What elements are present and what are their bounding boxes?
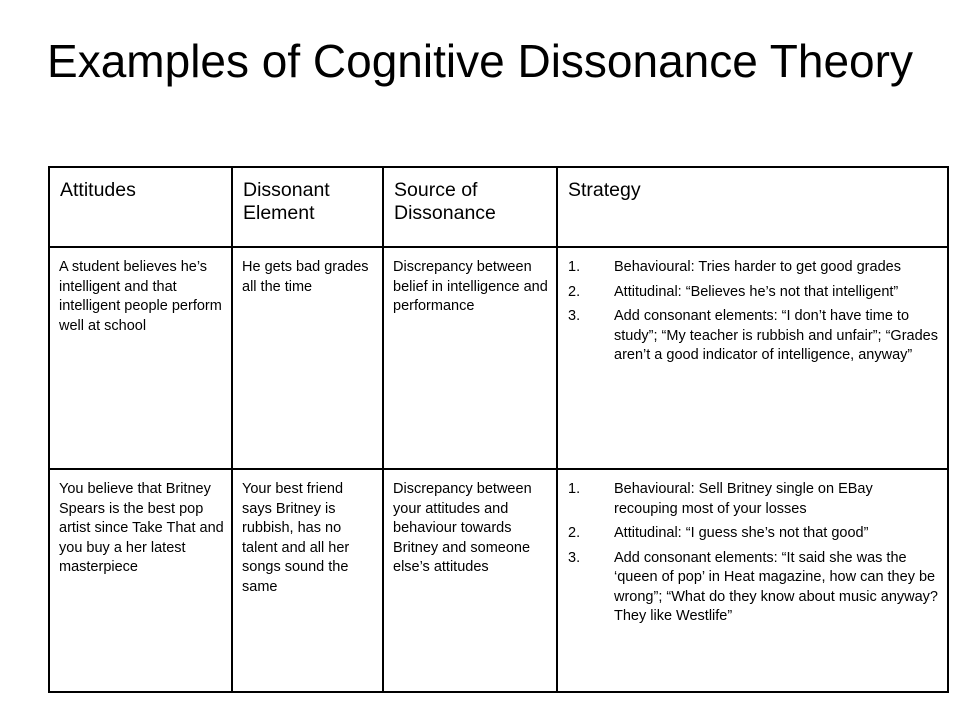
attitude-text: A student believes he’s intelligent and that intelligent people perform well at school (59, 259, 222, 334)
strategy-text: Add consonant elements: “It said she was the ‘queen of pop’ in Heat magazine, how can they be wrong”; “What do they know about music anyway? They like Westlife” (614, 549, 938, 624)
strategy-number: 2. (568, 525, 581, 541)
strategy-number: 2. (568, 283, 581, 300)
cell-attitude (49, 469, 232, 692)
header-source-of-dissonance-label: Source of Dissonance (394, 179, 496, 224)
cell-attitude (49, 247, 232, 469)
header-strategy-label: Strategy (568, 179, 641, 201)
strategy-item (568, 524, 939, 544)
strategy-item (568, 549, 939, 627)
cell-dissonant-element (232, 469, 383, 692)
strategy-item (568, 283, 939, 303)
table-row (49, 247, 948, 469)
table-header-row (49, 167, 948, 247)
strategy-list (568, 258, 939, 366)
header-attitudes-label: Attitudes (60, 179, 136, 201)
strategy-number: 1. (568, 481, 581, 497)
header-dissonant-element-label: Dissonant Element (243, 179, 330, 224)
strategy-text: Add consonant elements: “I don’t have time to study”; “My teacher is rubbish and unfair”; “Grades aren’t a good indicator of intelligence, anyway” (614, 308, 938, 363)
strategy-text: Behavioural: Sell Britney single on EBay recouping most of your losses (614, 481, 873, 517)
table-row (49, 469, 948, 692)
strategy-number: 1. (568, 259, 581, 275)
strategy-number: 3. (568, 308, 581, 324)
dissonant-element-text: Your best friend says Britney is rubbish, has no talent and all her songs sound the same (242, 481, 350, 595)
dissonance-table (48, 166, 949, 693)
strategy-text: Attitudinal: “I guess she’s not that good” (614, 525, 869, 541)
dissonant-element-text: He gets bad grades all the time (242, 259, 369, 295)
strategy-number: 3. (568, 549, 581, 566)
cell-source (383, 247, 557, 469)
attitude-text: You believe that Britney Spears is the best pop artist since Take That and you buy a her latest masterpiece (59, 481, 224, 575)
cell-source (383, 469, 557, 692)
header-attitudes (49, 167, 232, 247)
strategy-item (568, 480, 939, 519)
strategy-item (568, 258, 939, 278)
header-strategy (557, 167, 948, 247)
strategy-text: Attitudinal: “Believes he’s not that intelligent” (614, 283, 899, 300)
cell-strategy (557, 469, 948, 692)
page-title: Examples of Cognitive Dissonance Theory (47, 35, 913, 87)
header-source-of-dissonance (383, 167, 557, 247)
source-text: Discrepancy between belief in intelligence and performance (393, 259, 548, 314)
strategy-text: Behavioural: Tries harder to get good grades (614, 259, 901, 275)
header-dissonant-element (232, 167, 383, 247)
cell-dissonant-element (232, 247, 383, 469)
strategy-list (568, 480, 939, 627)
source-text: Discrepancy between your attitudes and behaviour towards Britney and someone else’s attitudes (393, 481, 532, 575)
cell-strategy (557, 247, 948, 469)
strategy-item (568, 307, 939, 366)
